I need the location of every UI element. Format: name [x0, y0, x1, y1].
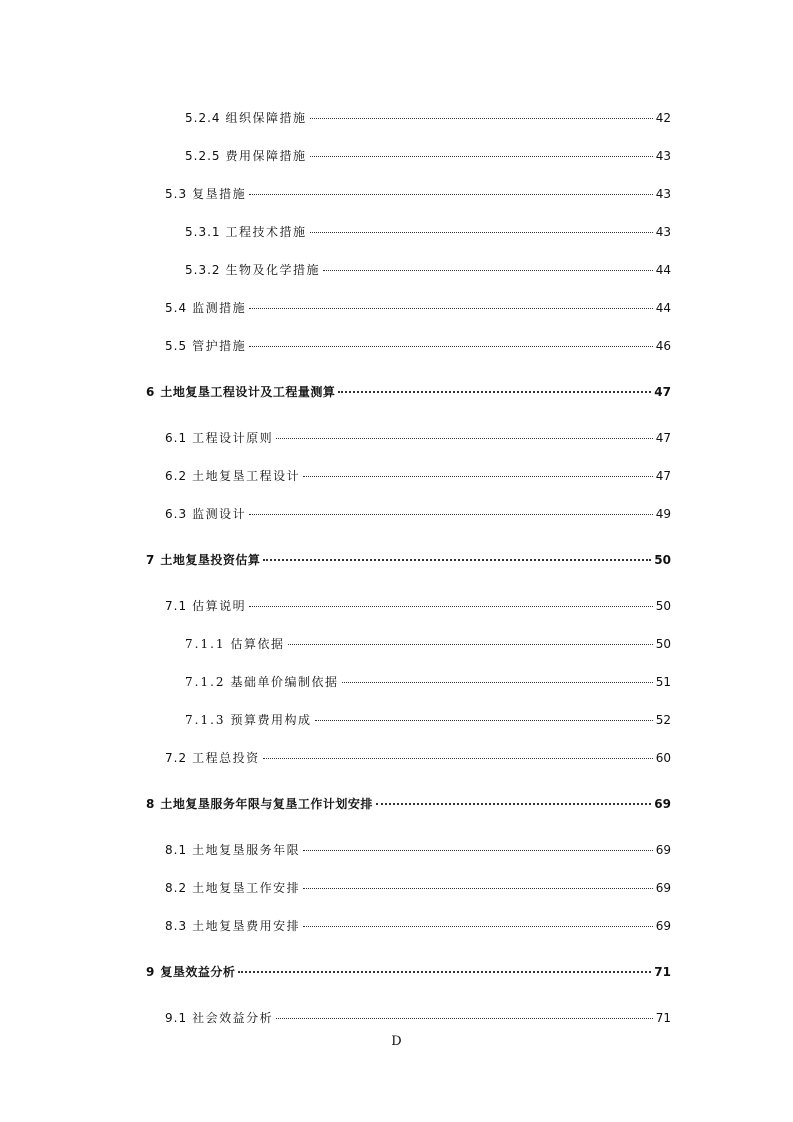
toc-entry-number: 8.1	[165, 843, 188, 857]
dot-leader	[249, 514, 653, 515]
toc-entry-title: 组织保障措施	[225, 111, 307, 125]
toc-entry[interactable]	[165, 842, 671, 858]
toc-entry[interactable]	[165, 506, 671, 522]
toc-entry-page: 50	[655, 637, 671, 651]
dot-leader	[303, 850, 653, 851]
toc-entry-title: 监测设计	[192, 507, 247, 521]
toc-entry-title: 工程设计原则	[192, 431, 274, 445]
toc-entry[interactable]	[185, 712, 671, 728]
toc-entry-page: 44	[655, 263, 671, 277]
toc-entry[interactable]	[185, 224, 671, 240]
toc-entry-title: 土地复垦工程设计及工程量测算	[160, 385, 336, 399]
toc-entry[interactable]	[185, 110, 671, 126]
toc-entry-title: 费用保障措施	[225, 149, 307, 163]
toc-entry-page: 52	[655, 713, 671, 727]
dot-leader	[249, 308, 653, 309]
toc-entry-number: 5.2.5	[185, 149, 221, 163]
toc-entry[interactable]	[165, 430, 671, 446]
toc-entry-number: 7.1.2	[185, 675, 226, 689]
toc-entry-number: 8.2	[165, 881, 188, 895]
toc-entry-title: 监测措施	[192, 301, 247, 315]
toc-entry-title: 复垦措施	[192, 187, 247, 201]
dot-leader	[288, 644, 653, 645]
toc-entry[interactable]	[165, 338, 671, 354]
dot-leader	[376, 803, 651, 805]
toc-entry-page: 43	[655, 225, 671, 239]
toc-entry-page: 60	[655, 751, 671, 765]
toc-entry-title: 土地复垦工程设计	[192, 469, 301, 483]
toc-entry-number: 5.3.2	[185, 263, 221, 277]
dot-leader	[263, 559, 651, 561]
toc-entry-number: 5.2.4	[185, 111, 221, 125]
toc-entry[interactable]	[185, 148, 671, 164]
toc-entry-number: 8.3	[165, 919, 188, 933]
toc-entry-title: 工程总投资	[192, 751, 260, 765]
toc-entry-number: 6.3	[165, 507, 188, 521]
toc-entry[interactable]	[165, 880, 671, 896]
dot-leader	[303, 888, 653, 889]
toc-entry-page: 69	[655, 919, 671, 933]
toc-entry[interactable]	[165, 598, 671, 614]
toc-entry-number: 7.1	[165, 599, 188, 613]
toc-entry[interactable]	[165, 468, 671, 484]
toc-entry-page: 47	[654, 385, 671, 399]
toc-entry[interactable]	[185, 262, 671, 278]
toc-entry-number: 6.1	[165, 431, 188, 445]
dot-leader	[310, 156, 653, 157]
toc-entry-number: 9	[146, 965, 156, 979]
toc-entry-page: 69	[655, 881, 671, 895]
toc-entry-number: 5.5	[165, 339, 188, 353]
toc-entry[interactable]	[185, 674, 671, 690]
toc-entry-number: 7.2	[165, 751, 188, 765]
toc-entry-number: 6.2	[165, 469, 188, 483]
toc-entry-title: 土地复垦工作安排	[192, 881, 301, 895]
toc-entry-page: 42	[655, 111, 671, 125]
toc-entry-page: 43	[655, 187, 671, 201]
toc-entry-number: 6	[146, 385, 156, 399]
dot-leader	[310, 118, 653, 119]
dot-leader	[249, 346, 653, 347]
toc-entry-number: 7.1.3	[185, 713, 226, 727]
dot-leader	[249, 194, 653, 195]
dot-leader	[276, 1018, 653, 1019]
toc-entry-number: 7	[146, 553, 156, 567]
toc-entry-title: 社会效益分析	[192, 1011, 274, 1025]
toc-chapter-entry[interactable]	[146, 796, 671, 812]
dot-leader	[276, 438, 653, 439]
toc-entry-page: 69	[654, 797, 671, 811]
toc-entry-page: 46	[655, 339, 671, 353]
toc-entry-page: 51	[655, 675, 671, 689]
dot-leader	[323, 270, 653, 271]
toc-entry-page: 47	[655, 469, 671, 483]
toc-entry-title: 估算说明	[192, 599, 247, 613]
toc-entry[interactable]	[165, 186, 671, 202]
toc-entry-page: 50	[654, 553, 671, 567]
toc-entry-page: 49	[655, 507, 671, 521]
toc-entry-number: 8	[146, 797, 156, 811]
toc-entry-number: 5.4	[165, 301, 188, 315]
toc-entry-page: 69	[655, 843, 671, 857]
dot-leader	[338, 391, 651, 393]
dot-leader	[303, 476, 653, 477]
toc-entry[interactable]	[165, 300, 671, 316]
dot-leader	[238, 971, 651, 973]
toc-entry-title: 土地复垦服务年限与复垦工作计划安排	[160, 797, 373, 811]
toc-entry[interactable]	[165, 918, 671, 934]
toc-entry-number: 5.3.1	[185, 225, 221, 239]
page-footer-label: D	[391, 1034, 402, 1049]
toc-entry-page: 71	[655, 1011, 671, 1025]
toc-entry-title: 基础单价编制依据	[230, 675, 339, 689]
toc-chapter-entry[interactable]	[146, 552, 671, 568]
dot-leader	[315, 720, 653, 721]
toc-entry-title: 预算费用构成	[230, 713, 312, 727]
toc-entry-page: 71	[654, 965, 671, 979]
toc-entry[interactable]	[165, 1010, 671, 1026]
toc-entry-page: 43	[655, 149, 671, 163]
toc-entry[interactable]	[185, 636, 671, 652]
dot-leader	[303, 926, 653, 927]
toc-chapter-entry[interactable]	[146, 964, 671, 980]
toc-entry-title: 工程技术措施	[225, 225, 307, 239]
toc-entry-title: 生物及化学措施	[225, 263, 321, 277]
toc-chapter-entry[interactable]	[146, 384, 671, 400]
toc-entry-title: 估算依据	[230, 637, 285, 651]
toc-entry-number: 5.3	[165, 187, 188, 201]
toc-entry-title: 管护措施	[192, 339, 247, 353]
toc-entry-page: 50	[655, 599, 671, 613]
toc-entry-number: 7.1.1	[185, 637, 226, 651]
toc-entry-page: 44	[655, 301, 671, 315]
toc-entry-page: 47	[655, 431, 671, 445]
toc-entry-title: 复垦效益分析	[160, 965, 236, 979]
dot-leader	[342, 682, 653, 683]
toc-entry-title: 土地复垦投资估算	[160, 553, 261, 567]
dot-leader	[310, 232, 653, 233]
toc-entry[interactable]	[165, 750, 671, 766]
toc-entry-title: 土地复垦服务年限	[192, 843, 301, 857]
dot-leader	[249, 606, 653, 607]
toc-entry-title: 土地复垦费用安排	[192, 919, 301, 933]
toc-entry-number: 9.1	[165, 1011, 188, 1025]
dot-leader	[263, 758, 653, 759]
